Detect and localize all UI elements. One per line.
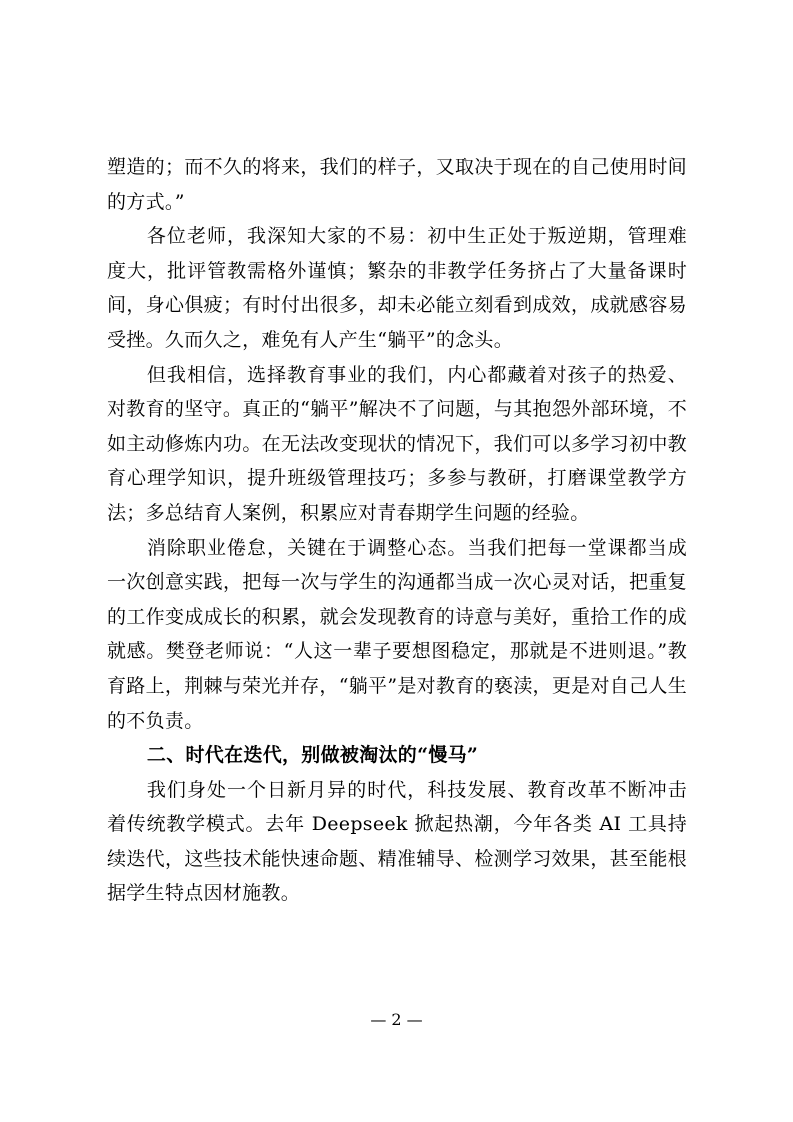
paragraph-continued-quote: 塑造的；而不久的将来，我们的样子，又取决于现在的自己使用时间的方式。” xyxy=(107,156,687,213)
page-number: — 2 — xyxy=(370,1010,423,1029)
paragraph-era-of-change: 我们身处一个日新月异的时代，科技发展、教育改革不断冲击着传统教学模式。去年 Deepseek 掀起热潮，今年各类 AI 工具持续迭代，这些技术能快速命题、精准辅导、检测学习效果，甚至能根据学生特点因材施教。 xyxy=(107,778,687,905)
paragraph-adjust-mindset: 消除职业倦怠，关键在于调整心态。当我们把每一堂课都当成一次创意实践，把每一次与学生的沟通都当成一次心灵对话，把重复的工作变成成长的积累，就会发现教育的诗意与美好，重拾工作的成就感。樊登老师说：“人这一辈子要想图稳定，那就是不进则退。”教育路上，荆棘与荣光并存，“躺平”是对教育的亵渎，更是对自己人生的不负责。 xyxy=(107,536,687,732)
document-body xyxy=(107,150,687,911)
section-heading-two: 二、时代在迭代，别做被淘汰的“慢马” xyxy=(146,744,479,767)
paragraph-teacher-difficulties: 各位老师，我深知大家的不易：初中生正处于叛逆期，管理难度大，批评管教需格外谨慎；繁杂的非教学任务挤占了大量备课时间，身心俱疲；有时付出很多，却未必能立刻看到成效，成就感容易受挫。久而久之，难免有人产生“躺平”的念头。 xyxy=(107,225,687,351)
paragraph-inner-cultivation: 但我相信，选择教育事业的我们，内心都藏着对孩子的热爱、对教育的坚守。真正的“躺平”解决不了问题，与其抱怨外部环境，不如主动修炼内功。在无法改变现状的情况下，我们可以多学习初中教育心理学知识，提升班级管理技巧；多参与教研，打磨课堂教学方法；多总结育人案例，积累应对青春期学生问题的经验。 xyxy=(107,363,687,524)
